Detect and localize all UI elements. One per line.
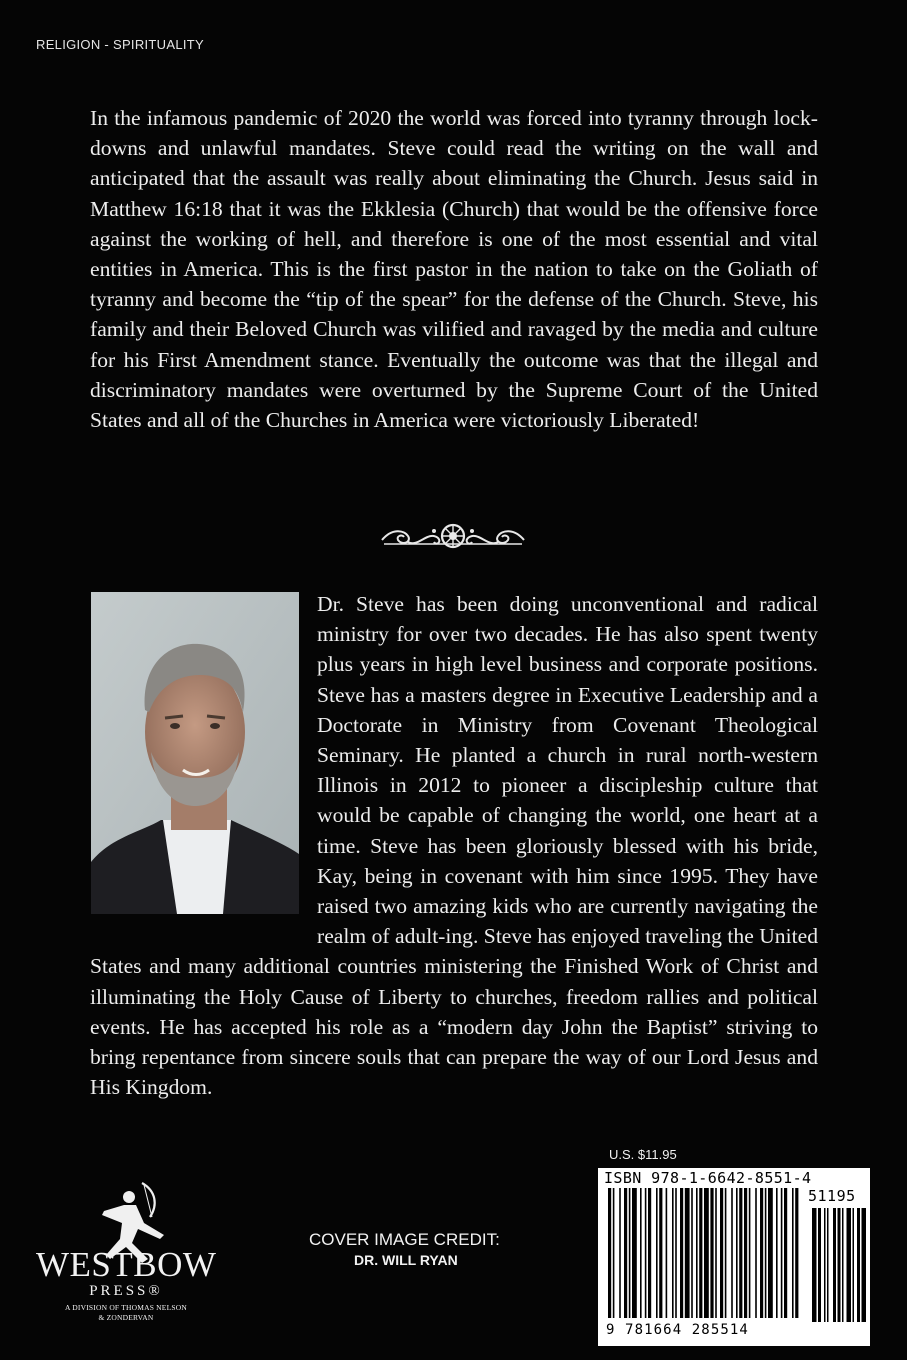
- barcode-bar: [720, 1188, 723, 1318]
- ean-digits: 9 781664 285514: [606, 1322, 749, 1338]
- barcode-bar: [781, 1188, 783, 1318]
- barcode-bar: [624, 1188, 627, 1318]
- publisher-name: WESTBOW: [36, 1245, 217, 1284]
- barcode-bar: [666, 1188, 668, 1318]
- addon-bar: [853, 1208, 855, 1322]
- photo-wrap-space: [90, 589, 317, 925]
- price-label: U.S. $11.95: [609, 1147, 677, 1162]
- barcode-bar: [736, 1188, 738, 1318]
- addon-bar: [824, 1208, 826, 1322]
- barcode-bar: [645, 1188, 647, 1318]
- addon-code: 51195: [808, 1187, 856, 1205]
- barcode-bar: [731, 1188, 733, 1318]
- barcode-bar: [792, 1188, 794, 1318]
- isbn-barcode: [608, 1188, 866, 1324]
- addon-bar: [833, 1208, 836, 1322]
- addon-bar: [847, 1208, 852, 1322]
- barcode-bar: [776, 1188, 778, 1318]
- addon-bar: [862, 1208, 867, 1322]
- addon-bar: [842, 1208, 844, 1322]
- barcode-bar: [725, 1188, 727, 1318]
- barcode-bar: [672, 1188, 674, 1318]
- barcode-bar: [691, 1188, 693, 1318]
- addon-bar: [827, 1208, 829, 1322]
- author-bio-text: Dr. Steve has been doing unconventional and radical ministry for over two decades. He has also spent twenty plus years in high level business and corporate positions. Steve has a masters degree in Executive Leadership and a Doctorate in Ministry from Covenant Theological Seminary. He planted a church in rural north-western Illinois in 2012 to pioneer a discipleship culture that would be capable of changing the world, one heart at a time. Steve has been gloriously blessed with his bride, Kay, being in covenant with him since 1995. They have raised two amazing kids who are currently navigating the realm of adult-ing. Steve has enjoyed traveling the United States and many additional countries ministering the Finished Work of Christ and illuminating the Holy Cause of Liberty to churches, freedom rallies and political events. He has accepted his role as a “modern day John the Baptist” striving to bring repentance from sincere souls that can prepare the way of our Lord Jesus and His Kingdom.: [90, 592, 818, 1100]
- barcode-bar: [648, 1188, 651, 1318]
- barcode-bar: [755, 1188, 757, 1318]
- barcode-bar: [749, 1188, 751, 1318]
- barcode-bar: [715, 1188, 717, 1318]
- barcode-bar: [632, 1188, 637, 1318]
- publisher-press: PRESS®: [89, 1283, 163, 1299]
- cover-credit-name: DR. WILL RYAN: [354, 1252, 458, 1268]
- flourish-ornament-icon: [378, 518, 528, 554]
- barcode-bar: [619, 1188, 621, 1318]
- addon-bar: [812, 1208, 817, 1322]
- publisher-division-line1: A DIVISION OF THOMAS NELSON: [65, 1303, 187, 1312]
- cover-credit-label: COVER IMAGE CREDIT:: [309, 1230, 500, 1249]
- barcode-bar: [704, 1188, 709, 1318]
- addon-bar: [818, 1208, 821, 1322]
- barcode-bar: [739, 1188, 742, 1318]
- barcode-bar: [784, 1188, 787, 1318]
- addon-bar: [838, 1208, 841, 1322]
- addon-bar: [857, 1208, 860, 1322]
- barcode-bar: [613, 1188, 615, 1318]
- genre-label: RELIGION - SPIRITUALITY: [36, 37, 204, 52]
- barcode-bar: [656, 1188, 658, 1318]
- barcode-bar: [680, 1188, 683, 1318]
- barcode-bar: [710, 1188, 713, 1318]
- barcode-bar: [699, 1188, 702, 1318]
- barcode-bar: [768, 1188, 773, 1318]
- barcode-bar: [659, 1188, 662, 1318]
- barcode-bar: [696, 1188, 698, 1318]
- barcode-bar: [675, 1188, 677, 1318]
- barcode-bar: [765, 1188, 767, 1318]
- author-bio: [90, 589, 818, 1102]
- barcode-bar: [629, 1188, 631, 1318]
- barcode-bar: [795, 1188, 798, 1318]
- barcode-bar: [640, 1188, 642, 1318]
- book-blurb: In the infamous pandemic of 2020 the world was forced into tyranny through lock-downs and unlawful mandates. Steve could read the writing on the wall and anticipated that the assault was really about eliminating the Church. Jesus said in Matthew 16:18 that it was the Ekklesia (Church) that would be the offensive force against the working of hell, and therefore is one of the most essential and vital entities in America. This is the first pastor in the nation to take on the Goliath of tyranny and become the “tip of the spear” for the defense of the Church. Steve, his family and their Beloved Church was vilified and ravaged by the media and culture for his First Amendment stance. Eventually the outcome was that the illegal and discriminatory mandates were overturned by the Supreme Court of the United States and all of the Churches in America were victoriously Liberated!: [90, 106, 818, 433]
- isbn-label: ISBN 978-1-6642-8551-4: [604, 1169, 812, 1187]
- barcode-bar: [760, 1188, 763, 1318]
- barcode-bar: [744, 1188, 747, 1318]
- barcode-bar: [685, 1188, 690, 1318]
- publisher-division-line2: & ZONDERVAN: [98, 1313, 154, 1322]
- barcode-bar: [608, 1188, 611, 1318]
